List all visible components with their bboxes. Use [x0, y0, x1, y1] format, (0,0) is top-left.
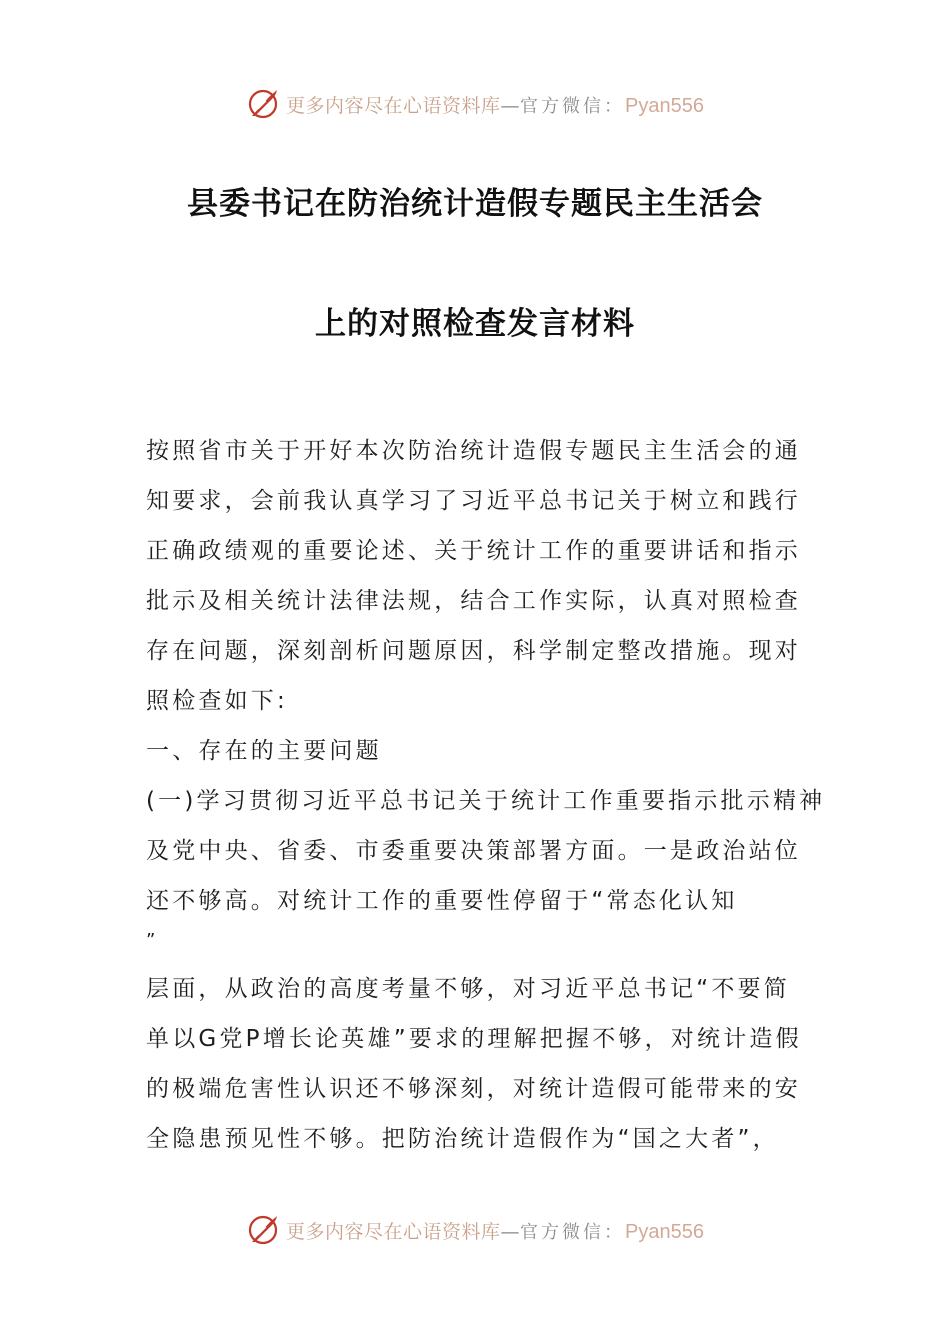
watermark-official-label: 官方微信：: [520, 95, 626, 117]
body-line: 存在问题，深刻剖析问题原因，科学制定整改措施。现对: [146, 638, 801, 664]
body-line: 批示及相关统计法律法规，结合工作实际，认真对照检查: [146, 588, 801, 614]
footer-watermark: [0, 1210, 950, 1250]
body-line: 还不够高。对统计工作的重要性停留于“常态化认知: [146, 888, 738, 914]
body-line-stray-quote: ”: [146, 930, 159, 951]
document-title-line-1: 县委书记在防治统计造假专题民主生活会: [187, 186, 763, 222]
watermark-text: [286, 91, 704, 118]
document-body: [146, 426, 826, 1164]
watermark-official-label: 官方微信：: [520, 1221, 626, 1243]
watermark-dash: —: [500, 94, 521, 117]
body-line: 全隐患预见性不够。把防治统计造假作为“国之大者”，: [146, 1126, 779, 1152]
body-line: 的极端危害性认识还不够深刻，对统计造假可能带来的安: [146, 1076, 801, 1102]
body-line: 知要求，会前我认真学习了习近平总书记关于树立和践行: [146, 488, 801, 514]
body-line: 层面，从政治的高度考量不够，对习近平总书记“不要简: [146, 976, 790, 1002]
watermark-wechat-id: Pyan556: [625, 1220, 704, 1243]
watermark-site: 更多内容尽在心语资料库: [286, 1220, 501, 1243]
quill-logo-icon: [246, 1213, 280, 1247]
watermark-wechat-id: Pyan556: [625, 94, 704, 117]
watermark-dash: —: [500, 1220, 521, 1243]
body-line: 单以G党P增长论英雄”要求的理解把握不够，对统计造假: [146, 1026, 802, 1052]
body-line: 照检查如下:: [146, 688, 288, 714]
body-line: 及党中央、省委、市委重要决策部署方面。一是政治站位: [146, 838, 801, 864]
watermark-text: [286, 1217, 704, 1244]
document-title-line-2: 上的对照检查发言材料: [315, 306, 635, 342]
body-line: 正确政绩观的重要论述、关于统计工作的重要讲话和指示: [146, 538, 801, 564]
subsection-heading: (一)学习贯彻习近平总书记关于统计工作重要指示批示精神: [146, 788, 826, 814]
watermark-site: 更多内容尽在心语资料库: [286, 94, 501, 117]
quill-logo-icon: [246, 87, 280, 121]
header-watermark: [0, 84, 950, 124]
body-line: 按照省市关于开好本次防治统计造假专题民主生活会的通: [146, 438, 801, 464]
section-heading: 一、存在的主要问题: [146, 738, 382, 764]
